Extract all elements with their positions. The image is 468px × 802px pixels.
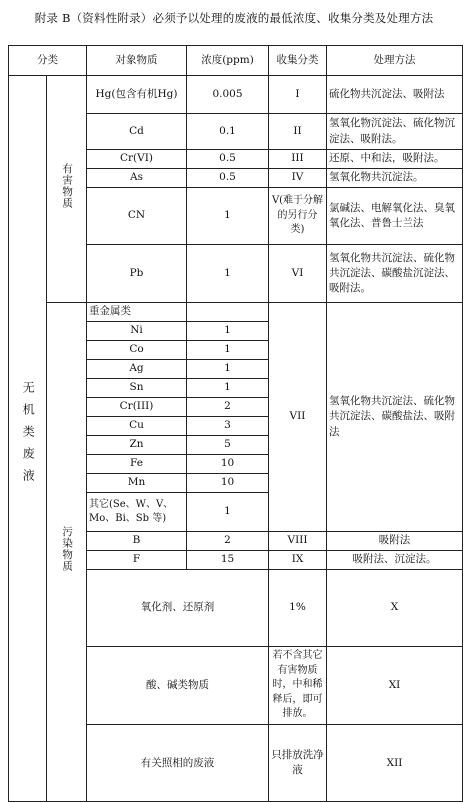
- concentration-cell: 2: [187, 532, 269, 551]
- header-category: 分类: [9, 46, 87, 76]
- concentration-cell: [187, 303, 269, 322]
- concentration-cell: 1: [187, 379, 269, 398]
- collection-cell: X: [327, 570, 463, 647]
- substance-cell: Cr(III): [87, 398, 187, 417]
- concentration-cell: 10: [187, 455, 269, 474]
- substance-cell: 氧化剂、还原剂: [87, 570, 269, 647]
- header-substance: 对象物质: [87, 46, 187, 76]
- method-cell: 吸附法、沉淀法。: [327, 551, 463, 570]
- collection-cell: VI: [269, 245, 327, 303]
- collection-cell: VIII: [269, 532, 327, 551]
- collection-cell: XI: [327, 647, 463, 725]
- concentration-cell: 10: [187, 474, 269, 493]
- collection-cell: III: [269, 150, 327, 169]
- concentration-cell: 1: [187, 341, 269, 360]
- concentration-cell: 15: [187, 551, 269, 570]
- substance-cell: Fe: [87, 455, 187, 474]
- substance-cell: Hg(包含有机Hg): [87, 76, 187, 114]
- waste-liquid-table: [8, 45, 463, 802]
- table-row: [9, 303, 463, 322]
- concentration-cell: 5: [187, 436, 269, 455]
- header-concentration: 浓度(ppm): [187, 46, 269, 76]
- concentration-cell: 1: [187, 493, 269, 532]
- substance-cell: Pb: [87, 245, 187, 303]
- method-cell: 氯碱法、电解氧化法、臭氧氧化法、普鲁士兰法: [327, 188, 463, 245]
- concentration-cell: 若不含其它有害物质时，中和稀释后，即可排放。: [269, 647, 327, 725]
- substance-cell: Zn: [87, 436, 187, 455]
- method-cell: 硫化物共沉淀法、吸附法: [327, 76, 463, 114]
- substance-cell: As: [87, 169, 187, 188]
- substance-cell: 有关照相的废液: [87, 725, 269, 802]
- substance-cell: Cd: [87, 114, 187, 150]
- heavy-metal-header: 重金属类: [87, 303, 187, 322]
- concentration-cell: 0.005: [187, 76, 269, 114]
- method-cell: 还原、中和法，吸附法。: [327, 150, 463, 169]
- concentration-cell: 1: [187, 360, 269, 379]
- collection-cell: V(难于分解的另行分类): [269, 188, 327, 245]
- substance-cell: Cu: [87, 417, 187, 436]
- substance-cell: Ag: [87, 360, 187, 379]
- heavy-metal-method: 氢氧化物共沉淀法、硫化物共沉淀法、碳酸盐法、吸附法: [327, 303, 463, 532]
- substance-cell: Mn: [87, 474, 187, 493]
- substance-cell: CN: [87, 188, 187, 245]
- collection-cell: XII: [327, 725, 463, 802]
- header-collection: 收集分类: [269, 46, 327, 76]
- table-row: [9, 76, 463, 114]
- heavy-metal-code: VII: [269, 303, 327, 532]
- group-inorganic: 无机类废液: [9, 76, 47, 802]
- concentration-cell: 1%: [269, 570, 327, 647]
- collection-cell: II: [269, 114, 327, 150]
- substance-cell: 酸、碱类物质: [87, 647, 269, 725]
- concentration-cell: 3: [187, 417, 269, 436]
- concentration-cell: 2: [187, 398, 269, 417]
- collection-cell: IV: [269, 169, 327, 188]
- collection-cell: IX: [269, 551, 327, 570]
- substance-cell: Ni: [87, 322, 187, 341]
- substance-cell: B: [87, 532, 187, 551]
- group-toxic: 有害物质: [47, 76, 87, 303]
- concentration-cell: 0.5: [187, 150, 269, 169]
- method-cell: 吸附法: [327, 532, 463, 551]
- substance-cell: Co: [87, 341, 187, 360]
- concentration-cell: 1: [187, 245, 269, 303]
- substance-cell: Cr(VI): [87, 150, 187, 169]
- concentration-cell: 1: [187, 322, 269, 341]
- concentration-cell: 只排放洗净液: [269, 725, 327, 802]
- page-title: 附录 B（资料性附录）必须予以处理的废液的最低浓度、收集分类及处理方法: [34, 11, 434, 25]
- concentration-cell: 1: [187, 188, 269, 245]
- header-method: 处理方法: [327, 46, 463, 76]
- method-cell: 氢氧化物共沉淀法。: [327, 169, 463, 188]
- header-row: [9, 46, 463, 76]
- substance-cell: F: [87, 551, 187, 570]
- substance-cell: 其它(Se、W、V、Mo、Bi、Sb 等): [87, 493, 187, 532]
- substance-cell: Sn: [87, 379, 187, 398]
- concentration-cell: 0.1: [187, 114, 269, 150]
- concentration-cell: 0.5: [187, 169, 269, 188]
- collection-cell: I: [269, 76, 327, 114]
- method-cell: 氢氧化物沉淀法、硫化物沉淀法、吸附法。: [327, 114, 463, 150]
- method-cell: 氢氧化物共沉淀法、硫化物共沉淀法、碳酸盐沉淀法、吸附法。: [327, 245, 463, 303]
- group-pollutant: 污染物质: [47, 303, 87, 802]
